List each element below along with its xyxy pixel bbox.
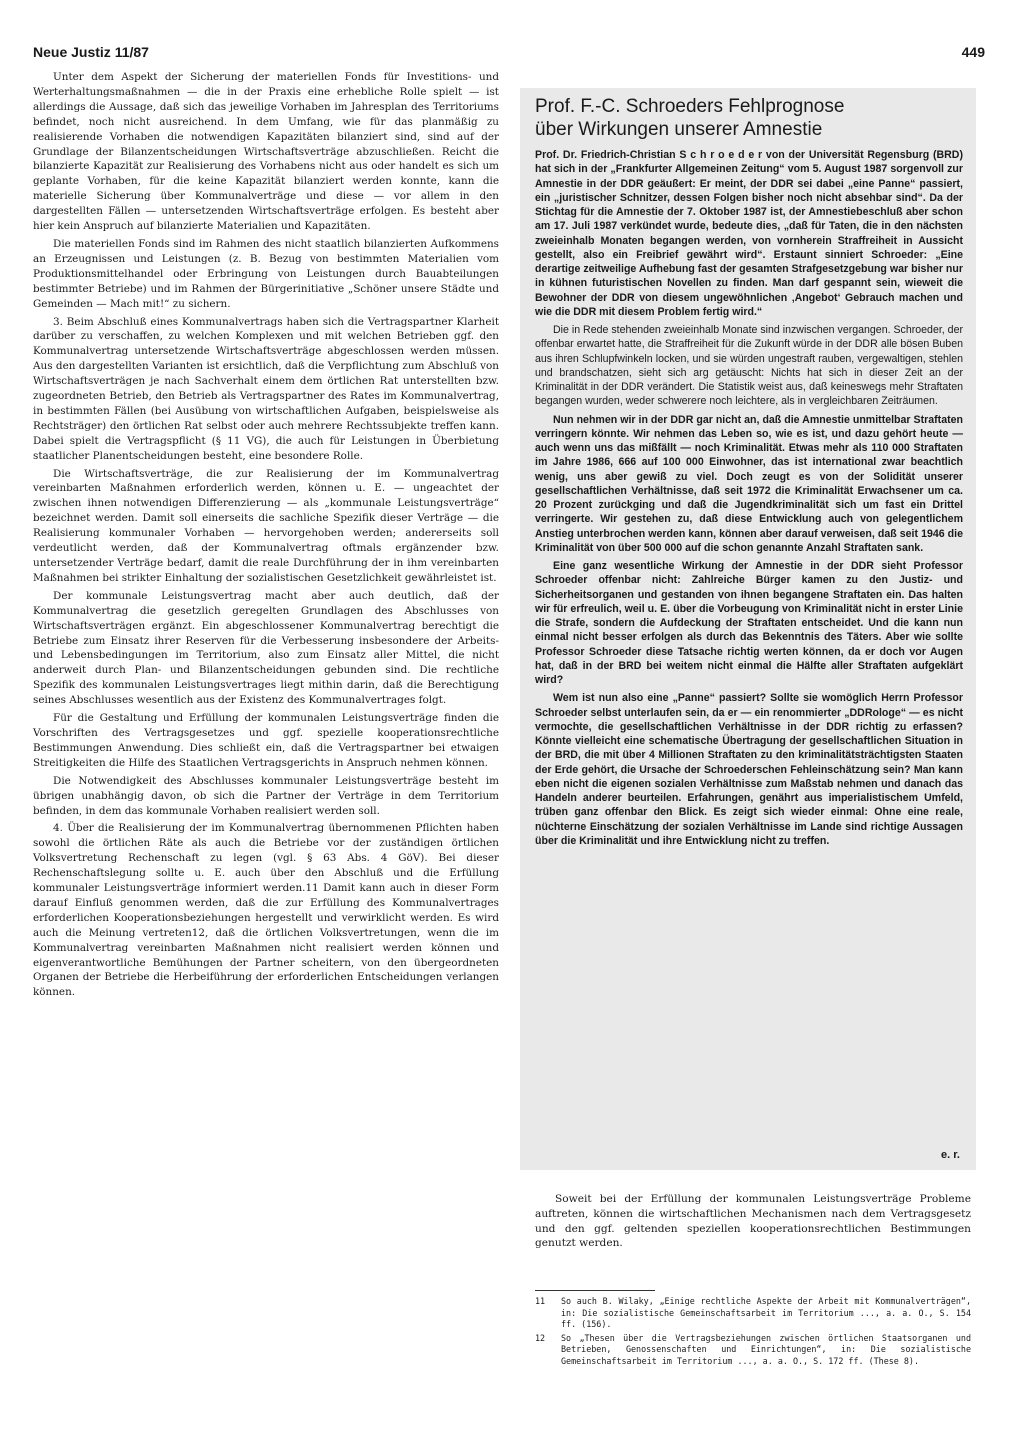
left-paragraph: Unter dem Aspekt der Sicherung der materiellen Fonds für Investitions- und Werterhaltungsmaßnahmen — die in der Praxis eine erhebliche Rolle spielt — ist allerdings die Aussage, daß sich das jeweilige Vorhaben im Jahresplan des Territoriums befindet, noch nicht ausreichend. In dem Umfang, wie für das planmäßig zu realisierende Vorhaben die notwendigen Kapazitäten bilanziert sind, sind auf der Grundlage der Bilanzentscheidungen Wirtschaftsverträge abzuschließen. Reicht die bilanzierte Kapazität zur Realisierung des Vorhabens nicht aus oder handelt es sich um geplante Vorhaben, für die keine Kapazität bilanziert werden konnte, kann die materielle Sicherung über Kommunalverträge und diese — vor allem in den dargestellten Fällen — untersetzenden Wirtschaftsverträge erfolgen. Es besteht aber hier kein Anspruch auf bilanzierte Materialien und Kapazitäten. [33, 71, 499, 233]
left-paragraph: Für die Gestaltung und Erfüllung der kommunalen Leistungsverträge finden die Vorschriften des Vertragsgesetzes und ggf. spezielle kooperationsrechtliche Bestimmungen Anwendung. Dies schließt ein, daß die Vertragspartner bei etwaigen Streitigkeiten die Hilfe des Staatlichen Vertragsgerichts in Anspruch nehmen können. [33, 712, 499, 769]
left-paragraph: Die materiellen Fonds sind im Rahmen des nicht staatlich bilanzierten Aufkommens an Erzeugnissen und Leistungen (z. B. Bezug von bestimmten Materialien vom Produktionsmittelhandel oder Erbringung von Leistungen durch Bauabteilungen bestimmter Betriebe) und im Rahmen der Bürgerinitiative „Schöner unsere Städte und Gemeinden — Mach mit!“ zu sichern. [33, 237, 499, 310]
left-paragraph: Der kommunale Leistungsvertrag macht aber auch deutlich, daß der Kommunalvertrag die gesetzlich geregelten Grundlagen des Abschlusses von Wirtschaftsverträgen ergänzt. Ein abgeschlossener Kommunalvertrag berechtigt die Betriebe zum Einsatz ihrer Reserven für die Verbesserung insbesondere der Arbeits- und Lebensbedingungen im Territorium, also zum Einsatz aller Mittel, die nicht anderweit durch Plan- und Bilanzentscheidungen gebunden sind. Die rechtliche Spezifik des kommunalen Leistungsvertrages liegt mithin darin, daß die Berechtigung seines Abschlusses wesentlich aus der Existenz des Kommunalvertrages folgt. [33, 589, 499, 707]
footnote-text: So „Thesen über die Vertragsbeziehungen zwischen örtlichen Staatsorganen und Betrieben, Genossenschaften und Einrichtungen“, in: Die sozialistische Gemeinschaftsarbeit im Territorium ..., a. a. O., S. 172 ff. (These 8). [561, 1332, 971, 1366]
left-paragraph: Die Notwendigkeit des Abschlusses kommunaler Leistungsverträge besteht im übrigen unabhängig davon, ob sich die Partner der Verträge in dem Territorium befinden, in dem das kommunale Vorhaben realisiert werden soll. [33, 774, 499, 817]
commentary-paragraph: Nun nehmen wir in der DDR gar nicht an, daß die Amnestie unmittelbar Straftaten verringern könnte. Wir nehmen das Leben so, wie es ist, und dazu gehört heute — auch wenn uns das mißfällt — noch Kriminalität. Etwas mehr als 110 000 Straftaten im Jahre 1986, 666 auf 100 000 Einwohner, das ist international zwar beachtlich wenig, uns aber gewiß zu viel. Doch zeugt es von der Solidität unserer gesellschaftlichen Verhältnisse, daß seit 1972 die Kriminalität Erwachsener um ca. 20 Prozent zurückging und daß die Jugendkriminalität sich um fast ein Drittel verringerte. Wir gestehen zu, daß diese Entwicklung auch von gelegentlichem Anstieg unterbrochen werden kann, können aber darauf verweisen, daß seit 1946 die Kriminalität von über 500 000 auf die schon genannte Anzahl Straftaten sank. [535, 413, 963, 554]
footnote-number: 11 [535, 1296, 546, 1306]
page-number: 449 [961, 44, 985, 60]
footnotes [535, 1296, 971, 1369]
left-column [33, 70, 499, 1003]
footnote-text: So auch B. Wilaky, „Einige rechtliche Aspekte der Arbeit mit Kommunalverträgen“, in: Die sozialistische Gemeinschaftsarbeit im Territorium ..., a. a. O., S. 154 ff. (156). [561, 1296, 971, 1329]
footnote [535, 1296, 971, 1331]
footnote-number: 12 [535, 1332, 546, 1343]
commentary-paragraph: Prof. Dr. Friedrich-Christian S c h r o e d e r von der Universität Regensburg (BRD) hat sich in der „Frankfurter Allgemeinen Zeitung“ vom 5. August 1987 sorgenvoll zur Amnestie in der DDR geäußert: Er meint, der DDR sei dabei „eine Panne“ passiert, ein „juristischer Schnitzer, dessen Folgen bisher noch nicht absehbar sind“. Da der Stichtag für die Amnestie der 7. Oktober 1987 ist, der Amnestiebeschluß aber schon am 17. Juli 1987 verkündet wurde, bedeute dies, „daß für Taten, die in den nächsten zweieinhalb Monaten begangen werden, von vornherein Straffreiheit in Aussicht gestellt, also ein Freibrief gewährt wird“. Erstaunt sinniert Schroeder: „Eine derartige zeitweilige Aufhebung fast der gesamten Strafgesetzgebung war bisher nur in kühnen futuristischen Novellen zu finden. Man darf gespannt sein, wieweit die Bewohner der DDR von diesem ungewöhnlichen ‚Angebot‘ Gebrauch machen und wie die DDR mit diesem Problem fertig wird.“ [535, 149, 963, 318]
left-paragraph: 4. Über die Realisierung der im Kommunalvertrag übernommenen Pflichten haben sowohl die örtlichen Räte als auch die Betriebe vor der zuständigen örtlichen Volksvertretung Rechenschaft zu legen (vgl. § 63 Abs. 4 GöV). Bei dieser Rechenschaftslegung sollte u. E. auch über den Abschluß und die Erfüllung kommunaler Leistungsverträge informiert werden.11 Damit kann auch in dieser Form darauf Einfluß genommen werden, daß die zur Erfüllung des Kommunalvertrages erforderlichen Kooperationsbeziehungen hergestellt und verwirklicht werden. Es wird auch die Meinung vertreten12, daß die örtlichen Volksvertretungen, wenn die im Kommunalvertrag vereinbarten Maßnahmen nicht realisiert werden können und eigenverantwortliche Bemühungen der Partner scheitern, von den übergeordneten Organen der Betriebe die Herbeiführung der erforderlichen Entscheidungen verlangen können. [33, 822, 499, 999]
left-paragraph: 3. Beim Abschluß eines Kommunalvertrags haben sich die Vertragspartner Klarheit darüber zu verschaffen, zu welchen Komplexen und mit welchen Betrieben ggf. den Kommunalvertrag untersetzende Wirtschaftsverträge abgeschlossen werden müssen. Aus den dargestellten Varianten ist ersichtlich, daß die Verpflichtung zum Abschluß von Wirtschaftsverträgen je nach Sachverhalt einem dem örtlichen Rat unterstellten bzw. zugeordneten Betrieb, den Betrieb als Vertragspartner des Rates im Kommunalvertrag, in bestimmten Fällen (bei Ausübung von wirtschaftlichen Aufgaben, beispielsweise als Rechtsträger) den örtlichen Rat selbst oder auch mehrere Rechtssubjekte treffen kann. Dabei spielt die Vertragspflicht (§ 11 VG), die auch für Leistungen in Überbietung staatlicher Planentscheidungen besteht, eine besondere Rolle. [33, 315, 499, 462]
journal-title: Neue Justiz 11/87 [33, 44, 149, 60]
commentary-paragraph: Die in Rede stehenden zweieinhalb Monate sind inzwischen vergangen. Schroeder, der offenbar erwartet hatte, die Straffreiheit für die Zukunft würde in der DDR alle bösen Buben aus ihren Schlupfwinkeln locken, und sie würden ungestraft rauben, vergewaltigen, stehlen und brandschatzen, sieht sich arg getäuscht: Nichts hat sich in dieser Zeit an der Kriminalität in der DDR verändert. Die Statistik weist aus, daß keineswegs mehr Straftaten begangen wurden, weder schwerere noch leichtere, als in vergleichbaren Zeiträumen. [535, 324, 963, 408]
footnote-divider [535, 1290, 655, 1291]
commentary-title-line: über Wirkungen unserer Amnestie [535, 119, 823, 140]
commentary-signature: e. r. [941, 1149, 960, 1161]
footnote [535, 1333, 971, 1368]
continuation-paragraph: Soweit bei der Erfüllung der kommunalen Leistungsverträge Probleme auftreten, können die wirtschaftlichen Mechanismen nach dem Vertragsgesetz und den ggf. geltenden speziellen kooperationsrechtlichen Bestimmungen genutzt werden. [535, 1193, 971, 1250]
commentary-title-line: Prof. F.-C. Schroeders Fehlprognose [535, 96, 845, 117]
continuation-text [535, 1192, 971, 1251]
commentary-paragraph: Eine ganz wesentliche Wirkung der Amnestie in der DDR sieht Professor Schroeder offenbar nicht: Zahlreiche Bürger kamen zu den Justiz- und Sicherheitsorganen und gestanden von ihnen begangene Straftaten ein. Das halten wir für erfreulich, weil u. E. über die Vorbeugung von Kriminalität nicht in erster Linie die Strafe, sondern die Aufdeckung der Straftaten entscheidet. Und die kann nun einmal nicht besser erfolgen als durch das Bekenntnis des Täters. Aber wie sollte Professor Schroeder diese Tatsache richtig werten können, da er doch vor Augen hat, daß in der BRD bei weitem nicht einmal die Hälfte aller Straftaten aufgeklärt wird? [535, 560, 963, 686]
commentary-title [535, 95, 935, 141]
left-paragraph: Die Wirtschaftsverträge, die zur Realisierung der im Kommunalvertrag vereinbarten Maßnahmen erforderlich werden, können u. E. — ungeachtet der zwischen ihnen notwendigen Differenzierung — als „kommunale Leistungsverträge“ bezeichnet werden. Damit soll einerseits die sachliche Spezifik dieser Verträge — die Realisierung kommunaler Vorhaben — hervorgehoben werden; andererseits soll verdeutlicht werden, daß der Kommunalvertrag oftmals ergänzender bzw. untersetzender Verträge bedarf, damit die reale Durchführung der in ihm vereinbarten Maßnahmen bei strikter Einhaltung der sozialistischen Gesetzlichkeit gewährleistet ist. [33, 467, 499, 584]
commentary-paragraph: Wem ist nun also eine „Panne“ passiert? Sollte sie womöglich Herrn Professor Schroeder selbst unterlaufen sein, da er — ein renommierter „DDRologe“ — es nicht vermochte, die gesellschaftlichen Verhältnisse in der DDR richtig zu erfassen? Könnte vielleicht eine schematische Übertragung der gesellschaftlichen Situation in der BRD, die mit über 4 Millionen Straftaten zu den kriminalitätsträchtigsten Staaten der Erde gehört, die Ursache der Schroederschen Fehleinschätzung sein? Man kann eben nicht die eigenen sozialen Verhältnisse zum Maßstab nehmen und danach das Handeln anderer beurteilen. Erfahrungen, genährt aus imperialistischem Umfeld, trüben ganz offenbar den Blick. Es zeigt sich wieder einmal: Ohne eine reale, nüchterne Einschätzung der sozialen Verhältnisse im Lande sind richtige Aussagen über die Kriminalität und ihre Entwicklung nicht zu treffen. [535, 692, 963, 847]
commentary-body [535, 148, 963, 852]
page-header [33, 44, 985, 66]
